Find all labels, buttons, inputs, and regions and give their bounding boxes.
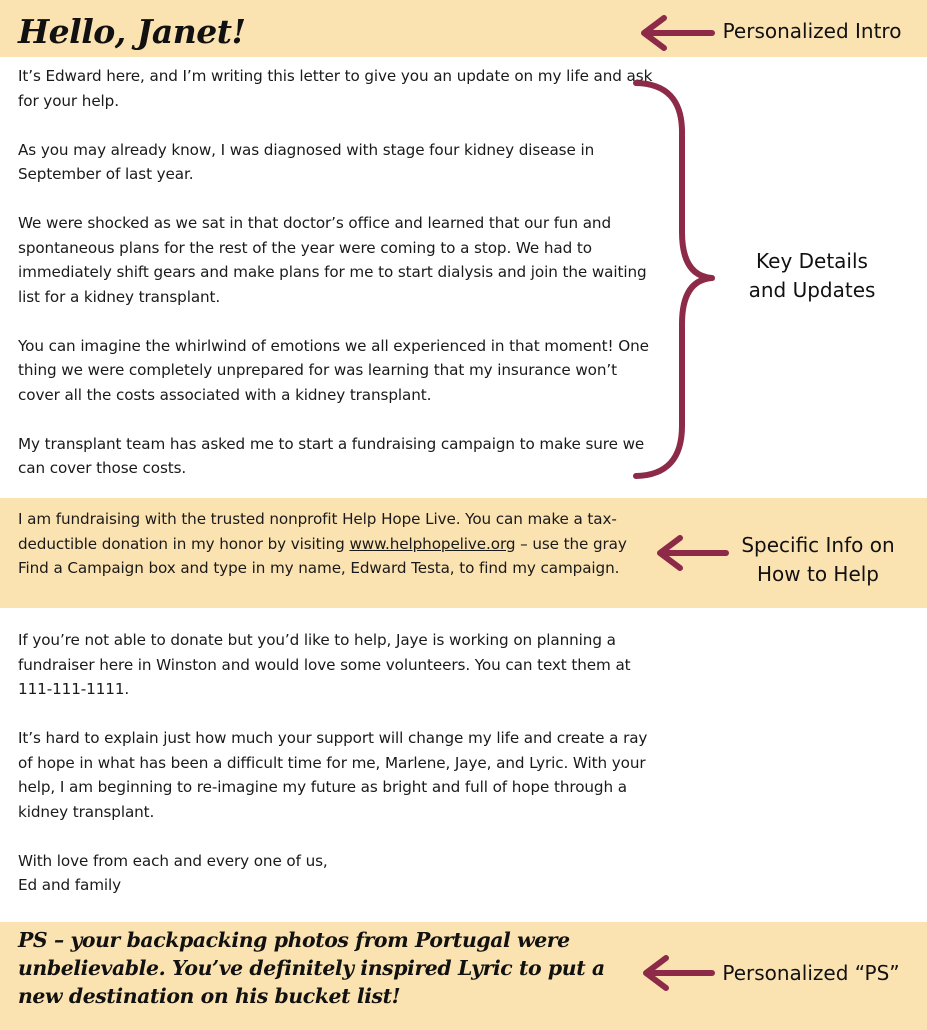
annotation-help-line1: Specific Info on (741, 533, 895, 557)
paragraph-diagnosis: As you may already know, I was diagnosed with stage four kidney disease in September of last year. (18, 140, 595, 183)
closing-line: With love from each and every one of us, (18, 851, 328, 870)
signature: Ed and family (18, 876, 122, 894)
annotation-help-line2: How to Help (756, 562, 880, 586)
help-text-after-link: – use the gray Find a Campaign box and type in my name, Edward Testa, to find my campaign. (18, 534, 627, 577)
curly-brace-icon (636, 83, 712, 476)
annotation-key-details (728, 247, 896, 305)
arrow-intro-icon (644, 18, 712, 48)
paragraph-insurance: You can imagine the whirlwind of emotions we all experienced in that moment! One thing we were completely unprepared for was learning that my insurance won’t cover all the costs associated with a kidney transplant. (18, 336, 649, 404)
annotation-how-to-help (726, 531, 910, 589)
greeting-heading: Hello, Janet! (18, 12, 246, 51)
annotation-key-line2: and Updates (748, 278, 876, 302)
paragraph-support: It’s hard to explain just how much your support will change my life and create a ray of hope in what has been a difficult time for me, Marlene, Jaye, and Lyric. With your help, I am beginning to re-imagine my future as bright and full of hope through a kidney transplant. (18, 729, 648, 821)
ps-note: PS – your backpacking photos from Portugal were unbelievable. You’ve definitely inspired Lyric to put a new destination on his bucket list! (18, 928, 605, 1008)
arrow-ps-icon (646, 958, 712, 988)
helphopelive-link[interactable]: www.helphopelive.org (349, 534, 516, 553)
annotation-personalized-intro: Personalized Intro (722, 19, 902, 43)
paragraph-volunteer: If you’re not able to donate but you’d like to help, Jaye is working on planning a fundraiser here in Winston and would love some volunteers. You can text them at 111-111-1111. (18, 631, 631, 698)
arrow-help-icon (660, 538, 726, 568)
help-text-before-link: I am fundraising with the trusted nonprofit Help Hope Live. You can make a tax-deductible donation in my honor by visiting (18, 510, 617, 553)
paragraph-intro: It’s Edward here, and I’m writing this letter to give you an update on my life and ask for your help. (18, 67, 653, 110)
annotation-personalized-ps: Personalized “PS” (722, 961, 900, 985)
paragraph-fundraising: My transplant team has asked me to start a fundraising campaign to make sure we can cover those costs. (18, 434, 645, 477)
paragraph-shock: We were shocked as we sat in that doctor’s office and learned that our fun and spontaneous plans for the rest of the year were coming to a stop. We had to immediately shift gears and make plans for me to start dialysis and join the waiting list for a kidney transplant. (18, 214, 647, 306)
annotation-key-line1: Key Details (756, 249, 868, 273)
